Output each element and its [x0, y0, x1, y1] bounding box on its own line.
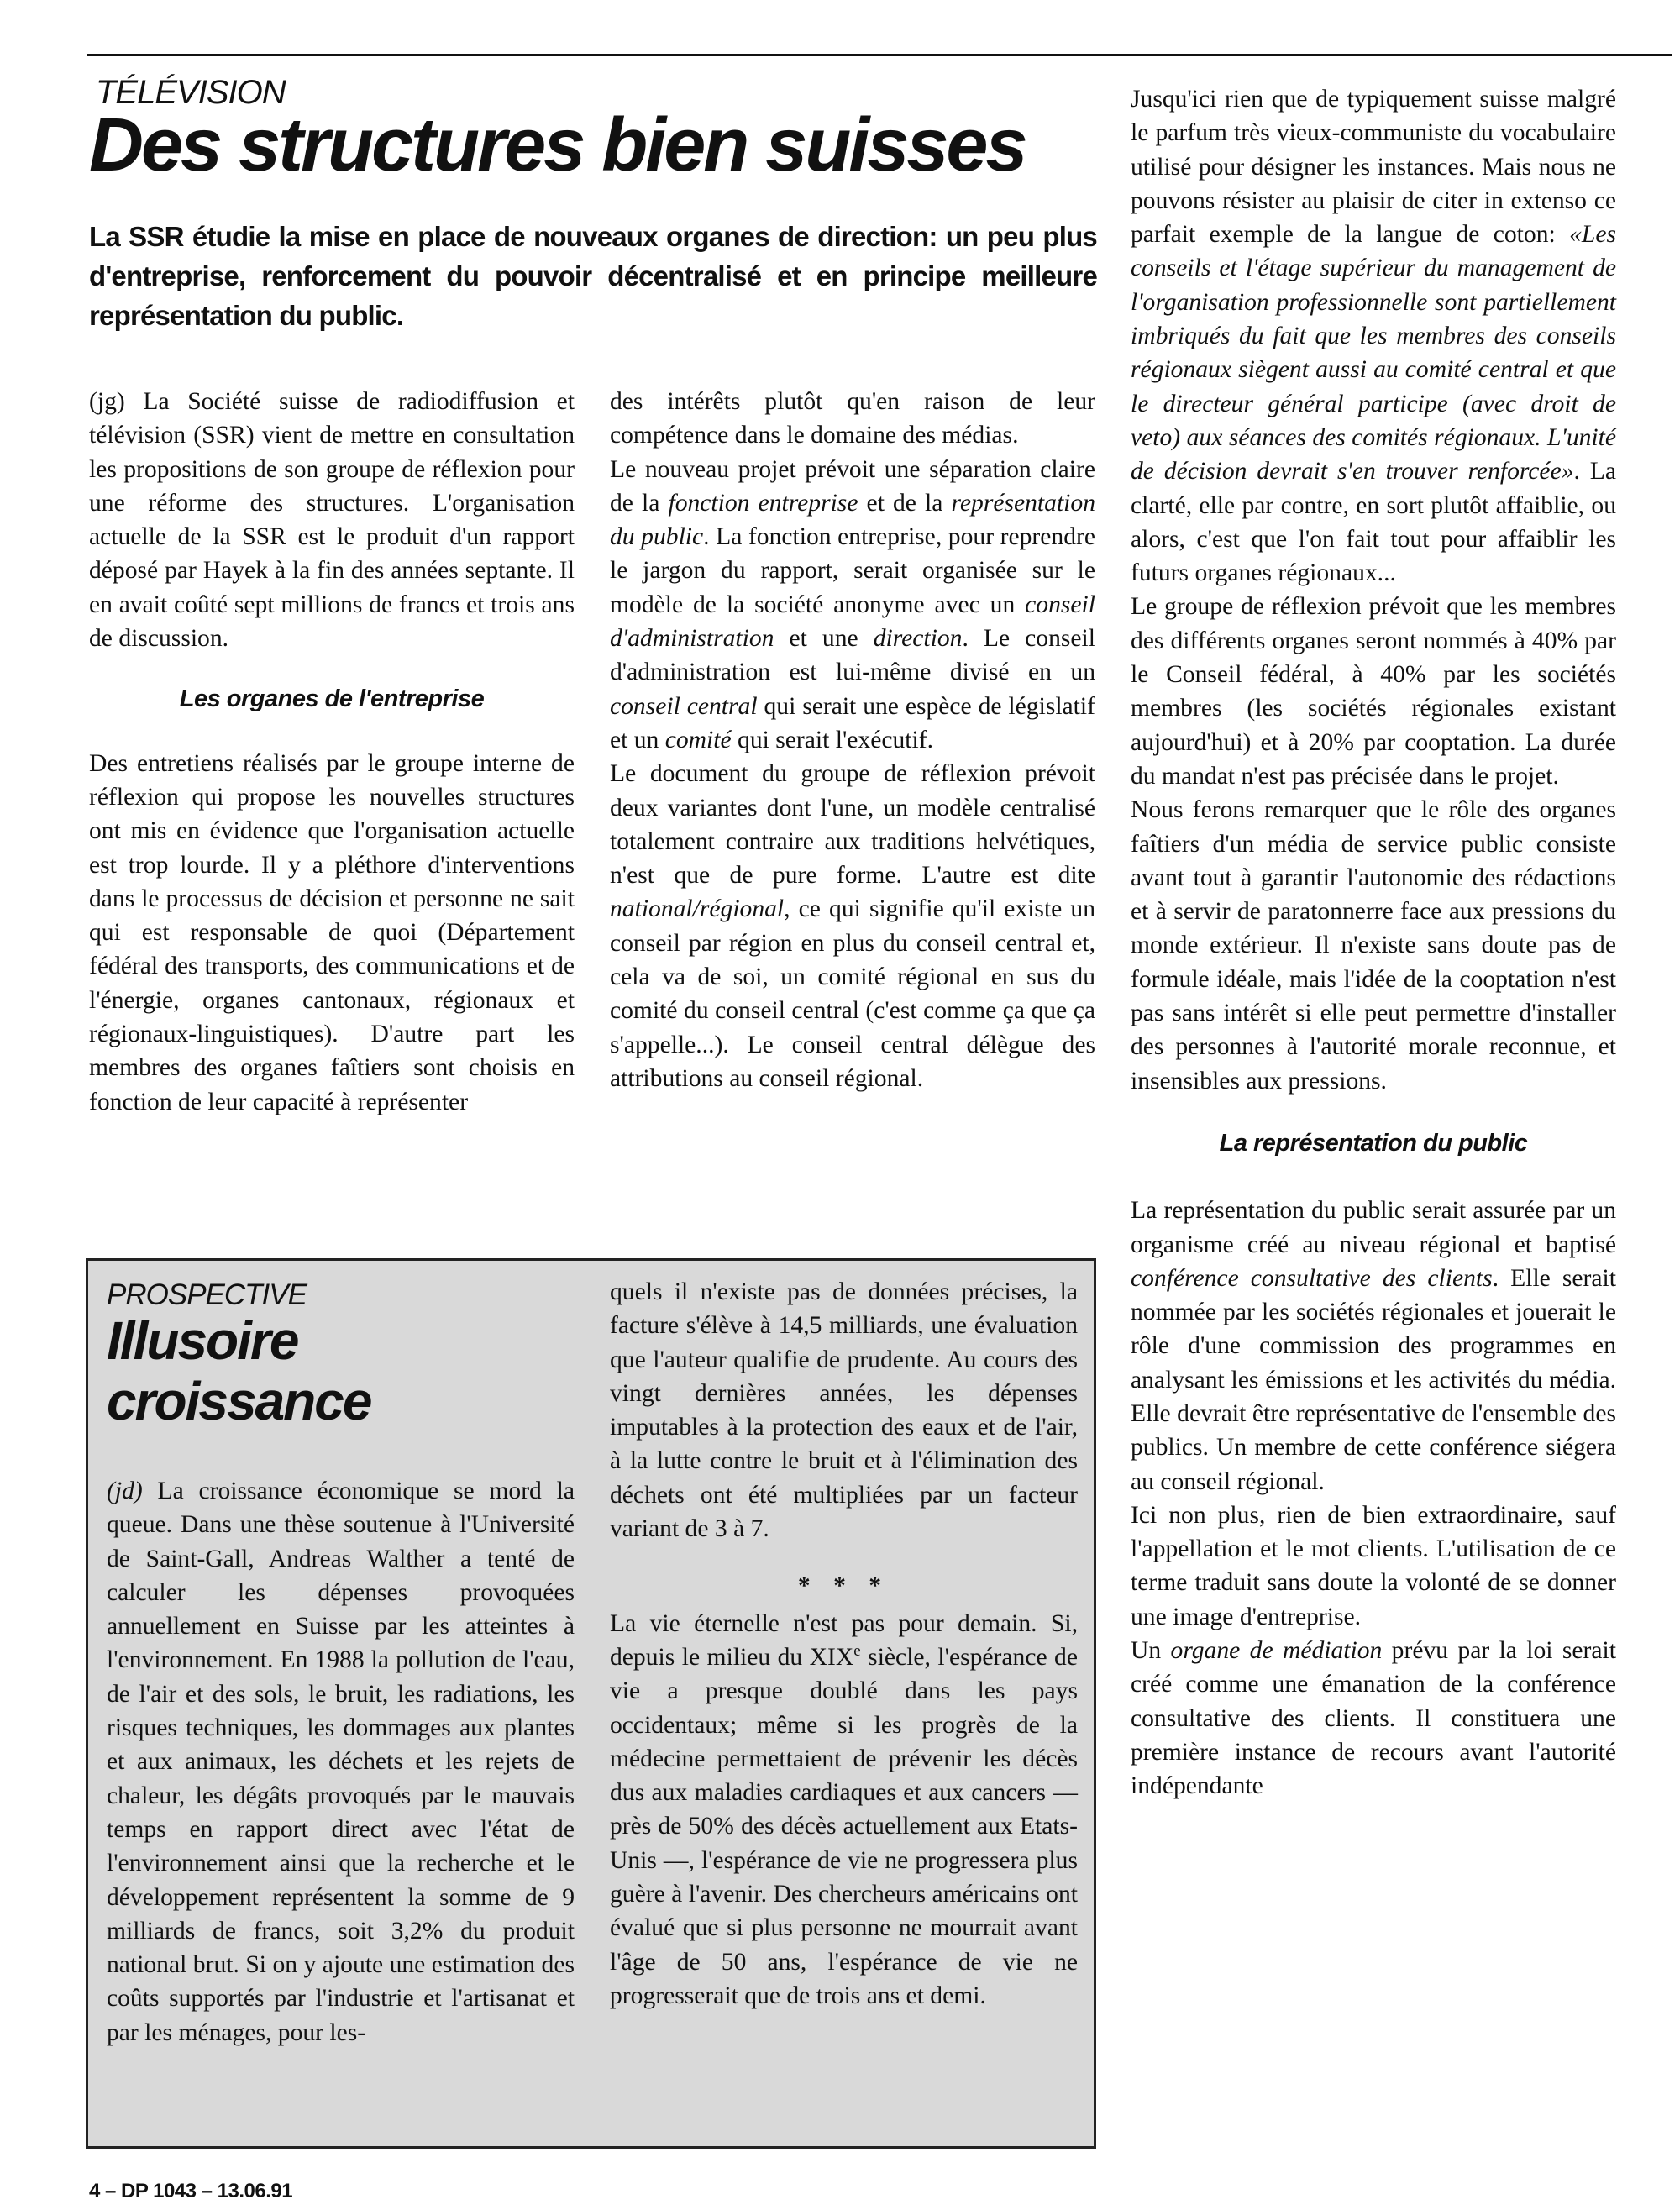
paragraph: Le groupe de réflexion prévoit que les membres des différents organes seront nommés à 40% par le Conseil fédéral, à 40% par les sociétés membres (les sociétés régionales existant aujourd'hui) et à 20% par cooptation. La durée du mandat n'est pas précisée dans le projet.	[1131, 593, 1616, 790]
paragraph: Ici non plus, rien de bien extraordinaire, sauf l'appellation et le mot clients. L'utilisation de ce terme traduit sans doute la volonté de se donner une image d'entreprise.	[1131, 1501, 1616, 1630]
paragraph: Jusqu'ici rien que de typiquement suisse malgré le parfum très vieux-communiste du vocabulaire utilisé pour désigner les instances. Mais nous ne pouvons résister au plaisir de citer in extenso ce parfait exemple de la langue de coton: «Les conseils et l'étage supérieur du management de l'organisation professionnelle sont partiellement imbriqués du fait que les membres des conseils régionaux siègent aussi au comité central et que le directeur général participe (avec droit de veto) aux séances des comités régionaux. L'unité de décision devrait s'en trouver renforcée». La clarté, elle par contre, en sort plutôt affaiblie, ou alors, c'est que l'on fait tout pour affaiblir les futurs organes régionaux...	[1131, 86, 1616, 587]
paragraph: (jg) La Société suisse de radiodiffusion et télévision (SSR) vient de mettre en consultation les propositions de son groupe de réflexion pour une réforme des structures. L'organisation actuelle de la SSR est le produit d'un rapport déposé par Hayek à la fin des années septante. Il en avait coûté sept millions de francs et trois ans de discussion.	[89, 388, 575, 653]
box-column-1	[107, 1474, 575, 2050]
paragraph: La représentation du public serait assurée par un organisme créé au niveau régional et baptisé conférence consultative des clients. Elle serait nommée par les sociétés régionales et jouerait le rôle d'une commission des programmes en analysant les émissions et les activités du média. Elle devrait être représentative de l'ensemble des publics. Un membre de cette conférence siégera au conseil régional.	[1131, 1197, 1616, 1495]
article-headline: Des structures bien suisses	[89, 103, 1026, 187]
subheading: Les organes de l'entreprise	[179, 685, 485, 713]
paragraph: Le nouveau projet prévoit une séparation claire de la fonction entreprise et de la représentation du public. La fonction entreprise, pour reprendre le jargon du rapport, serait organisée sur le modèle de la société anonyme avec un conseil d'administration et une direction. Le conseil d'administration est lui-même divisé en un conseil central qui serait une espèce de législatif et un comité qui serait l'exécutif.	[610, 455, 1095, 753]
article-column-2	[610, 385, 1095, 1095]
box-column-2	[610, 1275, 1078, 2013]
paragraph: Un organe de médiation prévu par la loi serait créé comme une émanation de la conférence consultative des clients. Il constituera une première instance de recours avant l'autorité indépendante	[1131, 1637, 1616, 1800]
page-footer: 4 – DP 1043 – 13.06.91	[89, 2180, 293, 2202]
paragraph: Nous ferons remarquer que le rôle des organes faîtiers d'un média de service public consiste avant tout à garantir l'autonomie des rédactions et à servir de paratonnerre face aux pressions du monde extérieur. Il n'existe sans doute pas de formule idéale, mais l'idée de la cooptation n'est pas sans intérêt si elle peut permettre d'installer des personnes à l'autorité morale reconnue, et insensibles aux pressions.	[1131, 796, 1616, 1095]
paragraph: quels il n'existe pas de données précises, la facture s'élève à 14,5 milliards, une évaluation que l'auteur qualifie de prudente. Au cours des vingt dernières années, les dépenses imputables à la protection des eaux et de l'air, à la lutte contre le bruit et à l'élimination des déchets ont été multipliées par un facteur variant de 3 à 7.	[610, 1278, 1078, 1543]
box-kicker: PROSPECTIVE	[107, 1278, 307, 1311]
paragraph: des intérêts plutôt qu'en raison de leur compétence dans le domaine des médias.	[610, 388, 1095, 449]
paragraph: La vie éternelle n'est pas pour demain. Si, depuis le milieu du XIXe siècle, l'espérance de vie a presque doublé dans les pays occidentaux; même si les progrès de la médecine permettaient de prévenir les décès dus aux maladies cardiaques et aux cancers — près de 50% des décès actuellement aux Etats-Unis —, l'espérance de vie ne progressera plus guère à l'avenir. Des chercheurs américains ont évalué que si plus personne ne mourrait avant l'âge de 50 ans, l'espérance de vie ne progresserait que de trois ans et demi.	[610, 1609, 1078, 2009]
box-title: Illusoire croissance	[107, 1310, 371, 1431]
section-kicker: TÉLÉVISION	[96, 74, 286, 111]
paragraph: Le document du groupe de réflexion prévoit deux variantes dont l'une, un modèle centralisé totalement contraire aux traditions helvétiques, n'est que de pure forme. L'autre est dite national/régional, ce qui signifie qu'il existe un conseil par région en plus du conseil central et, cela va de soi, un comité régional en sus du comité du conseil central (c'est comme ça que ça s'appelle...). Le conseil central délègue des attributions au conseil régional.	[610, 760, 1095, 1092]
subheading: La représentation du public	[1219, 1129, 1528, 1157]
article-lead: La SSR étudie la mise en place de nouveaux organes de direction: un peu plus d'entreprise, renforcement du pouvoir décentralisé et en principe meilleure représentation du public.	[89, 221, 1097, 332]
article-column-1	[89, 385, 575, 1119]
header-rule	[87, 54, 1672, 56]
paragraph: Des entretiens réalisés par le groupe interne de réflexion qui propose les nouvelles structures ont mis en évidence que l'organisation actuelle est trop lourde. Il y a pléthore d'interventions dans le processus de décision et personne ne sait qui est responsable de quoi (Département fédéral des transports, des communications et de l'énergie, organes cantonaux, régionaux et régionaux-linguistiques). D'autre part les membres des organes faîtiers sont choisis en fonction de leur capacité à représenter	[89, 749, 575, 1115]
paragraph: (jd) La croissance économique se mord la queue. Dans une thèse soutenue à l'Université de Saint-Gall, Andreas Walther a tenté de calculer les dépenses provoquées annuellement en Suisse par les atteintes à l'environnement. En 1988 la pollution de l'eau, de l'air et des sols, le bruit, les radiations, les risques techniques, les dommages aux plantes et aux animaux, les déchets et les rejets de chaleur, les dégâts provoqués par le mauvais temps en rapport direct avec l'état de l'environnement ainsi que la recherche et le développement représentent la somme de 9 milliards de francs, soit 3,2% du produit national brut. Si on y ajoute une estimation des coûts supportés par l'industrie et l'artisanat et par les ménages, pour les-	[107, 1478, 575, 2046]
article-column-3	[1131, 82, 1616, 1803]
section-separator: * * *	[797, 1572, 890, 1600]
